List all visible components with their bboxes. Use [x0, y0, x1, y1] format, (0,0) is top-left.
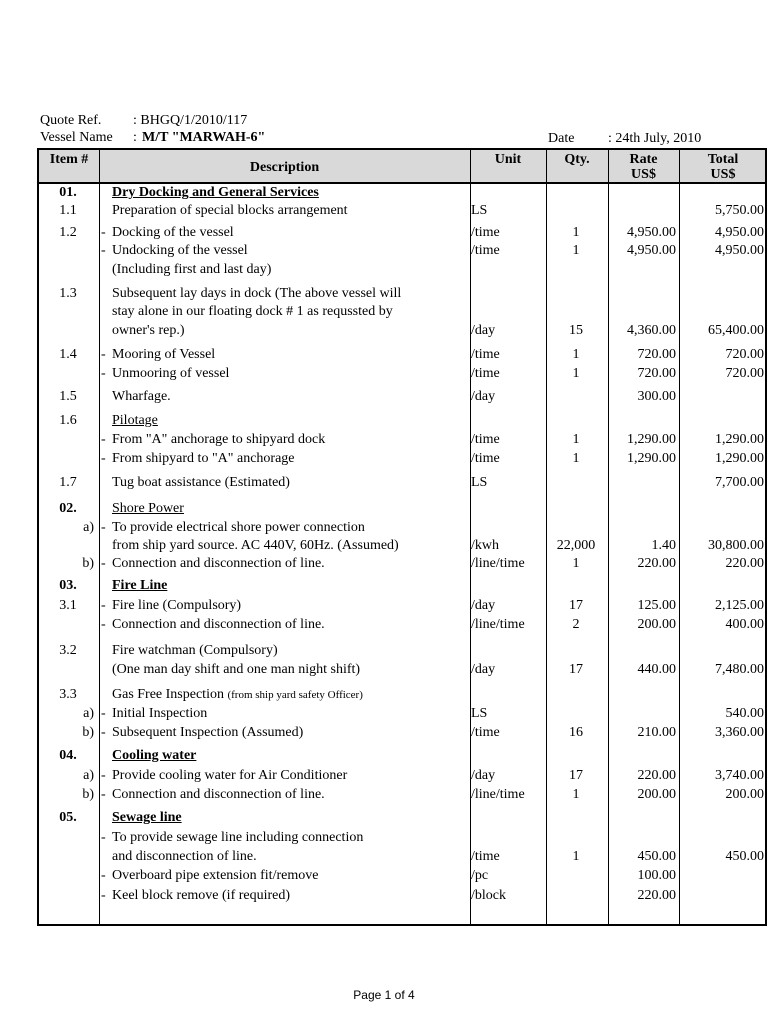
- bullet-dash: -: [101, 768, 106, 783]
- item-unit: /time: [471, 366, 500, 381]
- item-total: 400.00: [725, 617, 764, 632]
- item-rate: 100.00: [637, 868, 676, 883]
- item-qty: 1: [572, 849, 580, 864]
- section-number: 05.: [59, 810, 77, 825]
- item-rate: 210.00: [637, 725, 676, 740]
- column-divider: [546, 150, 547, 924]
- item-total: 7,700.00: [715, 475, 764, 490]
- item-number: 1.2: [59, 225, 77, 240]
- item-rate: 125.00: [637, 598, 676, 613]
- item-unit: LS: [471, 706, 488, 721]
- bullet-dash: -: [101, 556, 106, 571]
- item-description: Mooring of Vessel: [112, 347, 216, 362]
- item-description: From shipyard to "A" anchorage: [112, 451, 295, 466]
- bullet-dash: -: [101, 225, 106, 240]
- bullet-dash: -: [101, 617, 106, 632]
- item-unit: /line/time: [471, 617, 525, 632]
- item-description: [112, 687, 363, 703]
- item-number: 3.2: [59, 643, 77, 658]
- item-description: stay alone in our floating dock # 1 as requssted by: [112, 304, 393, 319]
- sub-item-letter: b): [82, 725, 94, 740]
- item-description: (One man day shift and one man night shift): [112, 662, 361, 677]
- item-rate: 220.00: [637, 768, 676, 783]
- page-number: Page 1 of 4: [353, 988, 415, 1002]
- item-qty: 1: [572, 225, 580, 240]
- item-description: Subsequent Inspection (Assumed): [112, 725, 304, 740]
- vessel-name-value: M/T "MARWAH-6": [142, 130, 266, 145]
- date-value: : 24th July, 2010: [608, 131, 702, 146]
- item-description: Fire line (Compulsory): [112, 598, 242, 613]
- item-qty: 1: [572, 243, 580, 258]
- item-total: 4,950.00: [715, 225, 764, 240]
- item-unit: /line/time: [471, 787, 525, 802]
- bullet-dash: -: [101, 432, 106, 447]
- item-qty: 17: [569, 598, 583, 613]
- item-description: Fire watchman (Compulsory): [112, 643, 278, 658]
- item-total: 200.00: [725, 787, 764, 802]
- item-qty: 16: [569, 725, 583, 740]
- item-rate: 720.00: [637, 347, 676, 362]
- section-title: Sewage line: [112, 810, 182, 825]
- sub-item-letter: b): [82, 787, 94, 802]
- item-description: Connection and disconnection of line.: [112, 556, 325, 571]
- item-unit: /day: [471, 323, 496, 338]
- bullet-dash: -: [101, 725, 106, 740]
- item-rate: 1,290.00: [627, 451, 676, 466]
- item-unit: /kwh: [471, 538, 499, 553]
- vessel-name-label: Vessel Name: [40, 130, 113, 145]
- item-description: Preparation of special blocks arrangement: [112, 203, 348, 218]
- subsection-title: Pilotage: [112, 413, 158, 428]
- item-unit: /time: [471, 849, 500, 864]
- item-number: 1.5: [59, 389, 77, 404]
- item-description-note: (from ship yard safety Officer): [227, 689, 363, 701]
- item-unit: /block: [471, 888, 506, 903]
- item-description: Undocking of the vessel: [112, 243, 248, 258]
- vessel-name-colon: :: [133, 130, 137, 145]
- col-header-total-currency: US$: [710, 167, 736, 182]
- item-description: Docking of the vessel: [112, 225, 234, 240]
- item-rate: 720.00: [637, 366, 676, 381]
- item-unit: LS: [471, 475, 488, 490]
- item-qty: 1: [572, 366, 580, 381]
- item-total: 720.00: [725, 366, 764, 381]
- item-rate: 220.00: [637, 888, 676, 903]
- item-total: 65,400.00: [708, 323, 764, 338]
- item-unit: /time: [471, 725, 500, 740]
- item-rate: 1.40: [651, 538, 676, 553]
- item-qty: 1: [572, 556, 580, 571]
- item-total: 450.00: [725, 849, 764, 864]
- column-divider: [679, 150, 680, 924]
- item-rate: 4,950.00: [627, 243, 676, 258]
- sub-item-letter: a): [83, 706, 94, 721]
- col-header-description: Description: [249, 160, 320, 175]
- item-total: 3,360.00: [715, 725, 764, 740]
- item-description: Wharfage.: [112, 389, 171, 404]
- section-title: Shore Power: [112, 501, 184, 516]
- item-description: Initial Inspection: [112, 706, 208, 721]
- section-title: Dry Docking and General Services: [112, 185, 319, 200]
- item-description: Overboard pipe extension fit/remove: [112, 868, 319, 883]
- item-total: 1,290.00: [715, 432, 764, 447]
- item-description: From "A" anchorage to shipyard dock: [112, 432, 326, 447]
- item-total: 5,750.00: [715, 203, 764, 218]
- item-description: Connection and disconnection of line.: [112, 617, 325, 632]
- item-number: 1.7: [59, 475, 77, 490]
- item-unit: /day: [471, 768, 496, 783]
- item-unit: /time: [471, 243, 500, 258]
- item-description: and disconnection of line.: [112, 849, 257, 864]
- item-description: Connection and disconnection of line.: [112, 787, 325, 802]
- item-qty: 1: [572, 787, 580, 802]
- column-divider: [99, 150, 100, 924]
- item-rate: 1,290.00: [627, 432, 676, 447]
- bullet-dash: -: [101, 366, 106, 381]
- item-number: 1.4: [59, 347, 77, 362]
- item-unit: /time: [471, 347, 500, 362]
- col-header-rate: Rate: [629, 152, 658, 167]
- item-rate: 4,360.00: [627, 323, 676, 338]
- item-qty: 1: [572, 432, 580, 447]
- item-unit: /day: [471, 389, 496, 404]
- item-total: 4,950.00: [715, 243, 764, 258]
- item-unit: /time: [471, 432, 500, 447]
- item-qty: 17: [569, 662, 583, 677]
- item-description: Keel block remove (if required): [112, 888, 291, 903]
- item-qty: 1: [572, 451, 580, 466]
- item-description: owner's rep.): [112, 323, 185, 338]
- bullet-dash: -: [101, 787, 106, 802]
- item-rate: 200.00: [637, 617, 676, 632]
- item-rate: 200.00: [637, 787, 676, 802]
- item-unit: /time: [471, 451, 500, 466]
- col-header-qty: Qty.: [564, 152, 590, 167]
- bullet-dash: -: [101, 706, 106, 721]
- item-qty: 2: [572, 617, 580, 632]
- item-number: 1.1: [59, 203, 77, 218]
- section-number: 03.: [59, 578, 77, 593]
- quote-ref-value: : BHGQ/1/2010/117: [133, 113, 248, 128]
- item-description: (Including first and last day): [112, 262, 272, 277]
- column-divider: [608, 150, 609, 924]
- item-unit: /day: [471, 598, 496, 613]
- quote-ref-label: Quote Ref.: [40, 113, 102, 128]
- item-total: 2,125.00: [715, 598, 764, 613]
- column-divider: [470, 150, 471, 924]
- item-description: Subsequent lay days in dock (The above vessel will: [112, 286, 402, 301]
- item-rate: 450.00: [637, 849, 676, 864]
- item-total: 720.00: [725, 347, 764, 362]
- col-header-total: Total: [707, 152, 739, 167]
- item-description: Provide cooling water for Air Conditioner: [112, 768, 348, 783]
- date-label: Date: [548, 131, 575, 146]
- item-rate: 300.00: [637, 389, 676, 404]
- bullet-dash: -: [101, 888, 106, 903]
- section-number: 04.: [59, 748, 77, 763]
- section-number: 01.: [59, 185, 77, 200]
- sub-item-letter: a): [83, 768, 94, 783]
- item-rate: 220.00: [637, 556, 676, 571]
- bullet-dash: -: [101, 868, 106, 883]
- item-total: 7,480.00: [715, 662, 764, 677]
- bullet-dash: -: [101, 347, 106, 362]
- item-description-text: Gas Free Inspection: [112, 687, 224, 702]
- section-number: 02.: [59, 501, 77, 516]
- item-number: 1.6: [59, 413, 77, 428]
- item-total: 30,800.00: [708, 538, 764, 553]
- item-description: To provide electrical shore power connection: [112, 520, 365, 535]
- item-number: 3.3: [59, 687, 77, 702]
- section-title: Fire Line: [112, 578, 168, 593]
- sub-item-letter: b): [82, 556, 94, 571]
- item-unit: /time: [471, 225, 500, 240]
- item-number: 3.1: [59, 598, 77, 613]
- section-title: Cooling water: [112, 748, 197, 763]
- bullet-dash: -: [101, 598, 106, 613]
- item-rate: 4,950.00: [627, 225, 676, 240]
- item-description: from ship yard source. AC 440V, 60Hz. (Assumed): [112, 538, 399, 553]
- item-total: 1,290.00: [715, 451, 764, 466]
- sub-item-letter: a): [83, 520, 94, 535]
- item-description: To provide sewage line including connection: [112, 830, 364, 845]
- item-total: 3,740.00: [715, 768, 764, 783]
- item-qty: 17: [569, 768, 583, 783]
- bullet-dash: -: [101, 451, 106, 466]
- item-unit: /line/time: [471, 556, 525, 571]
- item-total: 220.00: [725, 556, 764, 571]
- bullet-dash: -: [101, 830, 106, 845]
- item-description: Tug boat assistance (Estimated): [112, 475, 290, 490]
- item-number: 1.3: [59, 286, 77, 301]
- item-unit: /pc: [471, 868, 489, 883]
- item-qty: 15: [569, 323, 583, 338]
- item-qty: 22,000: [556, 538, 596, 553]
- item-description: Unmooring of vessel: [112, 366, 230, 381]
- item-unit: LS: [471, 203, 488, 218]
- item-unit: /day: [471, 662, 496, 677]
- col-header-unit: Unit: [494, 152, 522, 167]
- col-header-item: Item #: [49, 152, 89, 167]
- col-header-rate-currency: US$: [631, 167, 656, 182]
- item-rate: 440.00: [637, 662, 676, 677]
- bullet-dash: -: [101, 520, 106, 535]
- item-total: 540.00: [725, 706, 764, 721]
- item-qty: 1: [572, 347, 580, 362]
- bullet-dash: -: [101, 243, 106, 258]
